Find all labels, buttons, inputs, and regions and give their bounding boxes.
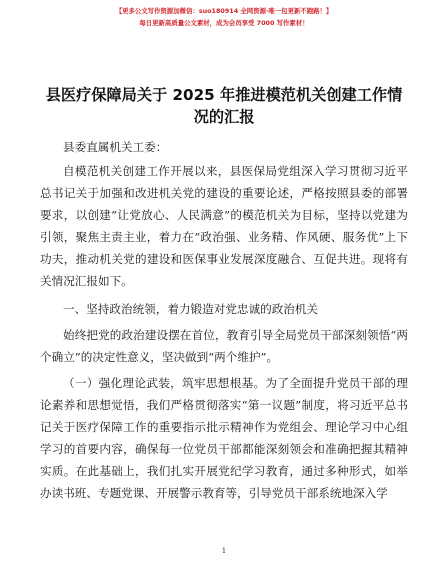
section-heading-1: 一、坚持政治统领，着力锻造对党忠诚的政治机关: [63, 302, 319, 316]
document-title: 县医疗保障局关于 2025 年推进模范机关创建工作情况的汇报: [45, 86, 403, 126]
promo-banner: [0, 6, 448, 28]
document-body: [40, 136, 408, 508]
banner-line-1: 【更多公文写作资源加微信：suo180914 全网资源·唯一包更新不跑路！】: [115, 7, 333, 15]
salutation: 县委直属机关工委：: [63, 140, 168, 154]
banner-line-2: 每日更新高质量公文素材，成为会员享受 7000 写作素材！: [139, 19, 309, 27]
paragraph-intro: 自模范机关创建工作开展以来，县医保局党组深入学习贯彻习近平总书记关于加强和改进机关党的建设的重要论述，严格按照县委的部署要求，以创建“让党放心、人民满意”的模范机关为目标，坚持以党建为引领，聚焦主责主业，着力在“政治强、业务精、作风硬、服务优”上下功夫，推动机关党的建设和医保事业发展深度融合、互促共进。现将有关情况汇报如下。: [40, 164, 408, 288]
paragraph-subsection-1: （一）强化理论武装，筑牢思想根基。为了全面提升党员干部的理论素养和思想觉悟，我们严格贯彻落实“第一议题”制度，将习近平总书记关于医疗保障工作的重要指示批示精神作为党组会、理论学习中心组学习的首要内容，确保每一位党员干部都能深刻领会和准确把握其精神实质。在此基础上，我们扎实开展党纪学习教育，通过多种形式，如举办读书班、专题党课、开展警示教育等，引导党员干部系统地深入学: [40, 376, 408, 500]
paragraph-section-1: 始终把党的政治建设摆在首位，教育引导全局党员干部深刻领悟“两个确立”的决定性意义，坚决做到“两个维护”。: [40, 328, 408, 364]
page-number: 1: [221, 547, 227, 555]
